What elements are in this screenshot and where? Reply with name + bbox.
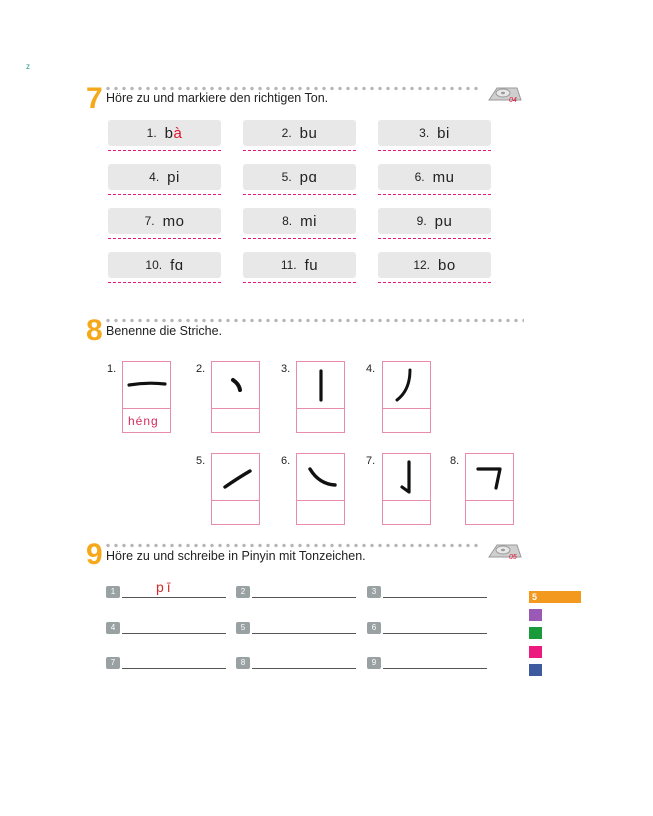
dotted-rule bbox=[104, 543, 482, 548]
syllable-text: bo bbox=[438, 256, 456, 274]
tone-item[interactable] bbox=[243, 208, 356, 234]
syllable-text: b bbox=[164, 124, 174, 142]
syllable bbox=[163, 213, 185, 230]
pinyin-answer-line[interactable] bbox=[122, 597, 226, 598]
tone-mark: à bbox=[173, 124, 183, 142]
tone-item[interactable] bbox=[108, 164, 221, 190]
exercise-9-title: Höre zu und schreibe in Pinyin mit Tonzeichen. bbox=[106, 549, 366, 563]
cd-audio-icon[interactable] bbox=[487, 539, 523, 561]
stroke-number: 2. bbox=[196, 363, 206, 375]
stroke-na-glyph bbox=[297, 454, 344, 500]
stroke-answer-box[interactable] bbox=[296, 409, 345, 433]
exercise-7-number: 7 bbox=[86, 82, 103, 115]
item-number: 7. bbox=[144, 214, 155, 228]
pinyin-answer: pī bbox=[156, 579, 174, 595]
dashed-answer-line bbox=[108, 238, 221, 239]
dashed-answer-line bbox=[378, 150, 491, 151]
tone-item[interactable] bbox=[243, 252, 356, 278]
stroke-answer: héng bbox=[128, 414, 159, 428]
stroke-heng-box bbox=[122, 361, 171, 409]
item-number-badge: 7 bbox=[106, 657, 120, 669]
dashed-answer-line bbox=[108, 282, 221, 283]
item-number-badge: 1 bbox=[106, 586, 120, 598]
syllable-text: pɑ bbox=[299, 168, 318, 186]
syllable bbox=[438, 257, 456, 274]
syllable-text: mu bbox=[432, 168, 455, 186]
dashed-answer-line bbox=[243, 238, 356, 239]
syllable bbox=[300, 169, 318, 186]
stroke-number: 4. bbox=[366, 363, 376, 375]
stroke-answer-box[interactable] bbox=[122, 409, 171, 433]
item-number: 5. bbox=[281, 170, 292, 184]
syllable-text: fu bbox=[304, 256, 319, 274]
stroke-answer-box[interactable] bbox=[211, 501, 260, 525]
cd-audio-icon[interactable] bbox=[487, 82, 523, 104]
exercise-9-number: 9 bbox=[86, 538, 103, 571]
pinyin-answer-line[interactable] bbox=[252, 633, 356, 634]
tone-item[interactable] bbox=[378, 208, 491, 234]
dashed-answer-line bbox=[378, 238, 491, 239]
tone-item[interactable] bbox=[378, 164, 491, 190]
stroke-heng-glyph bbox=[123, 362, 170, 408]
pinyin-answer-line[interactable] bbox=[252, 668, 356, 669]
syllable-text: pu bbox=[434, 212, 453, 230]
item-number: 1. bbox=[146, 126, 157, 140]
item-number-badge: 9 bbox=[367, 657, 381, 669]
exercise-7-title: Höre zu und markiere den richtigen Ton. bbox=[106, 91, 329, 105]
stroke-ti-glyph bbox=[212, 454, 259, 500]
tone-item[interactable] bbox=[108, 252, 221, 278]
syllable bbox=[305, 257, 319, 274]
stroke-answer-box[interactable] bbox=[465, 501, 514, 525]
track-number: 04 bbox=[509, 97, 517, 104]
stroke-na-box bbox=[296, 453, 345, 501]
item-number-badge: 8 bbox=[236, 657, 250, 669]
syllable bbox=[437, 125, 450, 142]
tone-item[interactable] bbox=[243, 164, 356, 190]
item-number: 4. bbox=[149, 170, 160, 184]
syllable-text: fɑ bbox=[170, 256, 184, 274]
tone-item[interactable] bbox=[108, 208, 221, 234]
chapter-tab[interactable] bbox=[529, 609, 542, 621]
chapter-tab[interactable] bbox=[529, 627, 542, 639]
pinyin-answer-line[interactable] bbox=[252, 597, 356, 598]
syllable-text: bi bbox=[437, 124, 450, 142]
syllable-text: pi bbox=[167, 168, 180, 186]
tone-item[interactable] bbox=[108, 120, 221, 146]
stroke-answer-box[interactable] bbox=[296, 501, 345, 525]
syllable-text: mi bbox=[300, 212, 317, 230]
item-number: 8. bbox=[282, 214, 293, 228]
item-number: 10. bbox=[145, 258, 163, 272]
stroke-shugou-box bbox=[382, 453, 431, 501]
syllable bbox=[300, 213, 317, 230]
item-number: 9. bbox=[416, 214, 427, 228]
chapter-tab[interactable]: 5 bbox=[529, 591, 581, 603]
dashed-answer-line bbox=[243, 282, 356, 283]
exercise-8-title: Benenne die Striche. bbox=[106, 324, 223, 338]
item-number: 6. bbox=[414, 170, 425, 184]
stroke-number: 6. bbox=[281, 455, 291, 467]
stroke-pie-glyph bbox=[383, 362, 430, 408]
pinyin-answer-line[interactable] bbox=[383, 668, 487, 669]
exercise-8-number: 8 bbox=[86, 314, 103, 347]
item-number: 12. bbox=[413, 258, 430, 272]
corner-mark: z bbox=[26, 62, 30, 71]
syllable bbox=[433, 169, 455, 186]
stroke-shu-glyph bbox=[297, 362, 344, 408]
stroke-number: 8. bbox=[450, 455, 460, 467]
stroke-shu-box bbox=[296, 361, 345, 409]
stroke-answer-box[interactable] bbox=[382, 501, 431, 525]
item-number-badge: 6 bbox=[367, 622, 381, 634]
stroke-number: 3. bbox=[281, 363, 291, 375]
stroke-shugou-glyph bbox=[383, 454, 430, 500]
dashed-answer-line bbox=[378, 194, 491, 195]
stroke-answer-box[interactable] bbox=[211, 409, 260, 433]
item-number: 2. bbox=[281, 126, 292, 140]
item-number-badge: 4 bbox=[106, 622, 120, 634]
dashed-answer-line bbox=[243, 194, 356, 195]
syllable bbox=[167, 169, 180, 186]
dashed-answer-line bbox=[108, 194, 221, 195]
stroke-pie-box bbox=[382, 361, 431, 409]
chapter-tab[interactable] bbox=[529, 664, 542, 676]
track-number: 05 bbox=[509, 554, 517, 561]
stroke-answer-box[interactable] bbox=[382, 409, 431, 433]
syllable bbox=[170, 257, 184, 274]
dashed-answer-line bbox=[108, 150, 221, 151]
syllable bbox=[300, 125, 318, 142]
syllable bbox=[165, 125, 183, 142]
stroke-number: 5. bbox=[196, 455, 206, 467]
pinyin-answer-line[interactable] bbox=[383, 597, 487, 598]
pinyin-answer-line[interactable] bbox=[122, 633, 226, 634]
stroke-dian-box bbox=[211, 361, 260, 409]
syllable-text: mo bbox=[162, 212, 185, 230]
syllable-text: bu bbox=[299, 124, 318, 142]
chapter-tab[interactable] bbox=[529, 646, 542, 658]
stroke-number: 1. bbox=[107, 363, 117, 375]
item-number-badge: 5 bbox=[236, 622, 250, 634]
dotted-rule bbox=[104, 318, 524, 323]
tone-item[interactable] bbox=[378, 252, 491, 278]
dashed-answer-line bbox=[243, 150, 356, 151]
syllable bbox=[435, 213, 453, 230]
item-number-badge: 3 bbox=[367, 586, 381, 598]
stroke-number: 7. bbox=[366, 455, 376, 467]
pinyin-answer-line[interactable] bbox=[122, 668, 226, 669]
item-number: 3. bbox=[419, 126, 430, 140]
stroke-hengzhe-box bbox=[465, 453, 514, 501]
stroke-ti-box bbox=[211, 453, 260, 501]
stroke-hengzhe-glyph bbox=[466, 454, 513, 500]
item-number-badge: 2 bbox=[236, 586, 250, 598]
pinyin-answer-line[interactable] bbox=[383, 633, 487, 634]
stroke-dian-glyph bbox=[212, 362, 259, 408]
dashed-answer-line bbox=[378, 282, 491, 283]
tone-item[interactable] bbox=[378, 120, 491, 146]
item-number: 11. bbox=[280, 258, 297, 272]
tone-item[interactable] bbox=[243, 120, 356, 146]
